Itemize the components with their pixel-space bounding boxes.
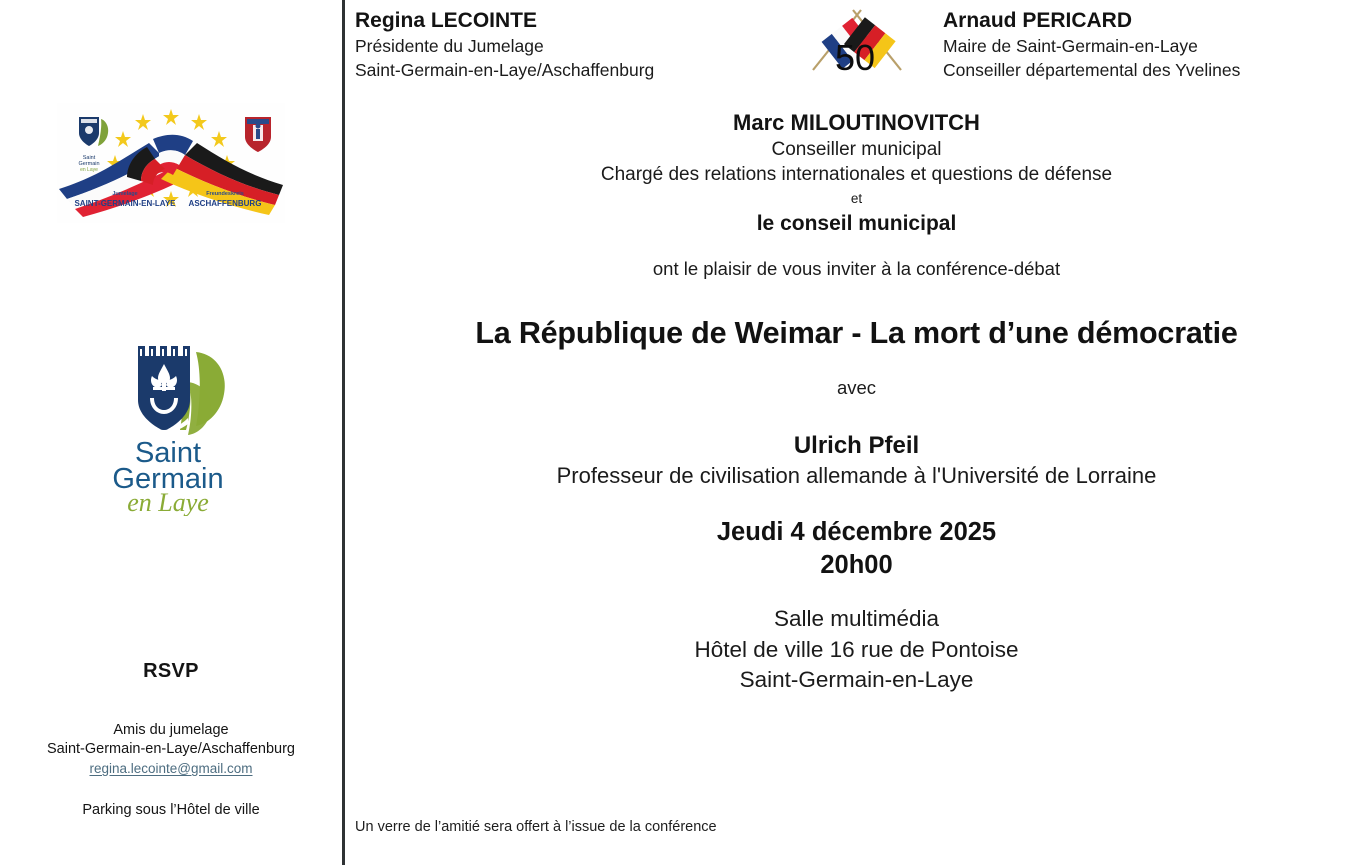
event-date: Jeudi 4 décembre 2025 — [716, 518, 997, 546]
invitation-sentence: ont le plaisir de vous inviter à la conférence-débat — [652, 258, 1061, 279]
host-right-name: Arnaud PERICARD — [943, 9, 1133, 32]
host-left-name: Regina LECOINTE — [355, 9, 538, 32]
rsvp-parking-note: Parking sous l’Hôtel de ville — [82, 802, 260, 818]
twin-label-fr-small: Jumelage — [112, 191, 138, 197]
sidebar — [0, 0, 342, 865]
host-left-scope: Saint-Germain-en-Laye/Aschaffenburg — [355, 60, 655, 80]
speaker-block — [342, 430, 1371, 491]
venue-city: Saint-Germain-en-Laye — [739, 667, 974, 692]
with-label: avec — [836, 377, 877, 398]
host-right-block — [943, 8, 1363, 82]
rsvp-org-line-2: Saint-Germain-en-Laye/Aschaffenburg — [47, 741, 295, 757]
host-right-role: Maire de Saint-Germain-en-Laye — [943, 36, 1198, 56]
twin-label-de-small: Freundeskreis — [206, 191, 244, 197]
event-datetime-block — [342, 516, 1371, 581]
svg-text:en Laye: en Laye — [80, 167, 98, 173]
anniversary-number: 50 — [834, 37, 876, 78]
council-body-label: le conseil municipal — [756, 212, 957, 235]
speaker-name: Ulrich Pfeil — [793, 432, 920, 459]
footnote: Un verre de l’amitié sera offert à l’issue de la conférence — [355, 819, 717, 835]
host-left-role: Présidente du Jumelage — [355, 36, 544, 56]
venue-address: Hôtel de ville 16 rue de Pontoise — [694, 636, 1019, 662]
twinning-ribbons-logo — [57, 103, 285, 223]
city-wordmark-line2: Germain — [112, 463, 224, 495]
rsvp-block — [0, 660, 342, 818]
council-member-role: Conseiller municipal — [771, 139, 942, 160]
french-german-flags-50-icon — [795, 2, 920, 80]
host-left-block — [355, 8, 785, 82]
council-block — [342, 108, 1371, 282]
flags-graphic — [795, 2, 920, 80]
city-wordmark-line3: en Laye — [127, 488, 209, 516]
rsvp-email-link[interactable]: regina.lecointe@gmail.com — [89, 761, 253, 776]
venue-room: Salle multimédia — [773, 606, 940, 631]
event-time: 20h00 — [820, 551, 893, 579]
rsvp-org-line-1: Amis du jumelage — [113, 722, 229, 738]
twin-label-fr-city: SAINT-GERMAIN-EN-LAYE — [74, 199, 176, 208]
conference-title: La République de Weimar - La mort d’une démocratie — [475, 316, 1238, 350]
svg-text:Germain: Germain — [78, 161, 100, 167]
svg-text:Saint: Saint — [82, 155, 96, 161]
city-wordmark-line1: Saint — [134, 437, 202, 469]
rsvp-title: RSVP — [143, 660, 199, 682]
council-conjunction: et — [850, 191, 863, 206]
event-venue-block — [342, 604, 1371, 696]
twin-label-de-city: ASCHAFFENBURG — [188, 199, 262, 208]
speaker-title: Professeur de civilisation allemande à l'Université de Lorraine — [556, 463, 1157, 488]
twinning-logo-graphic — [57, 103, 285, 223]
city-logo-graphic — [100, 338, 248, 516]
council-member-name: Marc MILOUTINOVITCH — [733, 110, 980, 135]
main-content — [342, 0, 1371, 865]
council-member-mission: Chargé des relations internationales et questions de défense — [600, 164, 1113, 185]
saint-germain-en-laye-city-logo — [100, 338, 248, 516]
host-right-scope: Conseiller départemental des Yvelines — [943, 60, 1241, 80]
